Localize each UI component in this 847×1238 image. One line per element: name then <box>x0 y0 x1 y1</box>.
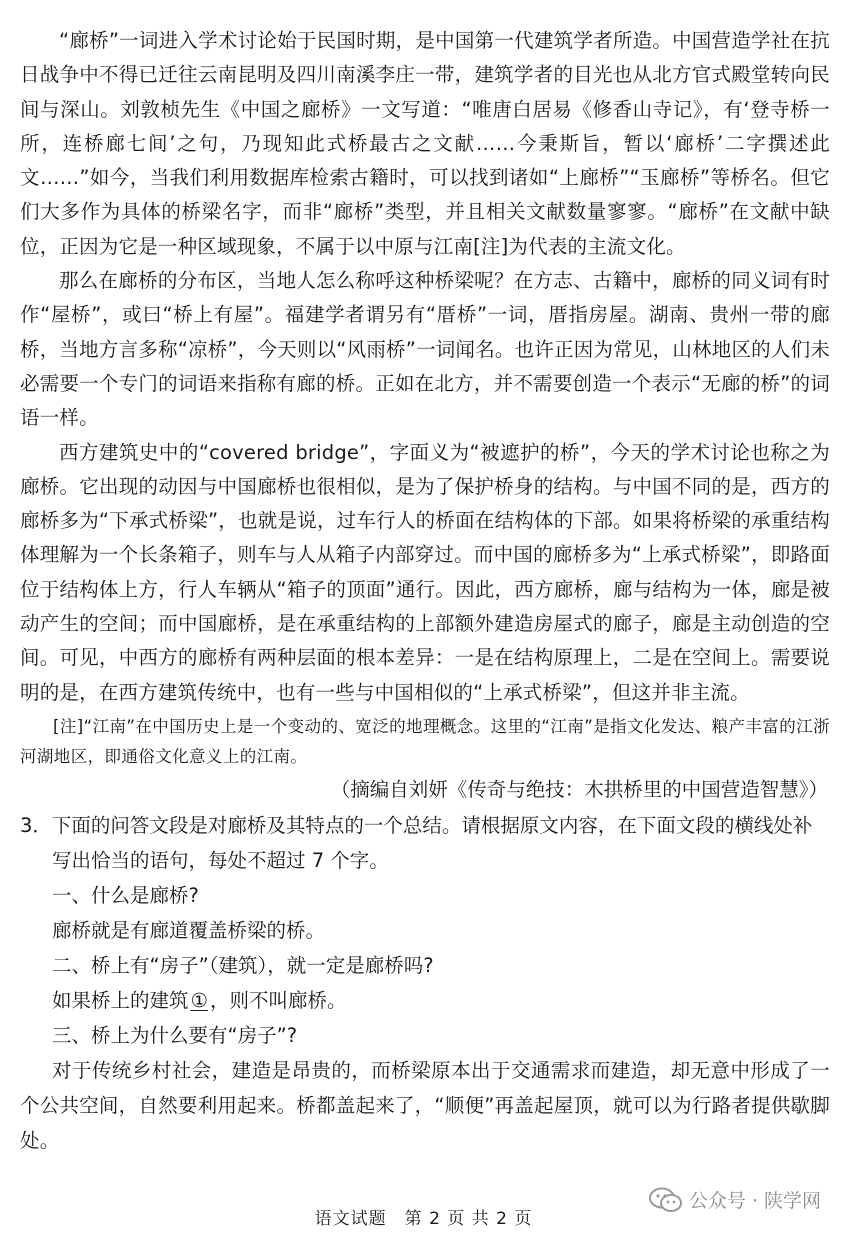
passage-paragraph-2: 那么在廊桥的分布区，当地人怎么称呼这种桥梁呢？在方志、古籍中，廊桥的同义词有时作“屋桥”，或曰“桥上有屋”。福建学者谓另有“厝桥”一词，厝指房屋。湖南、贵州一带的廊桥，当地方言多称“凉桥”，今天则以“风雨桥”一词闻名。也许正因为常见，山林地区的人们未必需要一个专门的词语来指称有廊的桥。正如在北方，并不需要创造一个表示“无廊的桥”的词语一样。 <box>20 269 830 430</box>
answer-item-2 <box>20 983 830 1018</box>
answer-2-after: ，则不叫廊桥。 <box>210 988 347 1012</box>
passage-source: （摘编自刘妍《传奇与绝技：木拱桥里的中国营造智慧》） <box>330 777 828 801</box>
question-stem: 3．下面的问答文段是对廊桥及其特点的一个总结。请根据原文内容，在下面文段的横线处补写出恰当的语句，每处不超过 7 个字。 <box>20 813 813 872</box>
answer-2-before: 如果桥上的建筑 <box>52 988 189 1012</box>
answer-blank-1[interactable]: ① <box>190 988 208 1012</box>
watermark-text: 公众号 · 陕学网 <box>688 1190 821 1212</box>
passage-paragraph-3: 西方建筑史中的“covered bridge”，字面义为“被遮护的桥”，今天的学术讨论也称之为廊桥。它出现的动因与中国廊桥也很相似，是为了保护桥身的结构。与中国不同的是，西方的廊桥多为“下承式桥梁”，也就是说，过车行人的桥面在结构体的下部。如果将桥梁的承重结构体理解为一个长条箱子，则车与人从箱子内部穿过。而中国的廊桥多为“上承式桥梁”，即路面位于结构体上方，行人车辆从“箱子的顶面”通行。因此，西方廊桥，廊与结构为一体，廊是被动产生的空间；而中国廊桥，是在承重结构的上部额外建造房屋式的廊子，廊是主动创造的空间。可见，中西方的廊桥有两种层面的根本差异：一是在结构原理上，二是在空间上。需要说明的是，在西方建筑传统中，也有一些与中国相似的“上承式桥梁”，但这并非主流。 <box>20 440 830 704</box>
question-item-1: 一、什么是廊桥? <box>52 883 199 907</box>
answer-item-3: 对于传统乡村社会，建造是昂贵的，而桥梁原本出于交通需求而建造，却无意中形成了一个公共空间，自然要利用起来。桥都盖起来了，“顺便”再盖起屋顶，就可以为行路者提供歇脚处。 <box>20 1058 830 1152</box>
answer-item-1: 廊桥就是有廊道覆盖桥梁的桥。 <box>52 918 326 942</box>
page-footer: 语文试题 第 2 页 共 2 页 <box>314 1209 533 1229</box>
exam-page <box>20 24 830 1158</box>
passage-note: [注]“江南”在中国历史上是一个变动的、宽泛的地理概念。这里的“江南”是指文化发达、粮产丰富的江浙河湖地区，即通俗文化意义上的江南。 <box>20 716 830 766</box>
question-item-3: 三、桥上为什么要有“房子”? <box>52 1023 298 1047</box>
question-item-2: 二、桥上有“房子”（建筑），就一定是廊桥吗? <box>52 953 434 977</box>
passage-paragraph-1: “廊桥”一词进入学术讨论始于民国时期，是中国第一代建筑学者所造。中国营造学社在抗日战争中不得已迁往云南昆明及四川南溪李庄一带，建筑学者的目光也从北方官式殿堂转向民间与深山。刘敦桢先生《中国之廊桥》一文写道：“唯唐白居易《修香山寺记》，有‘登寺桥一所，连桥廊七间’之句，乃现知此式桥最古之文献……今秉斯旨，暂以‘廊桥’二字撰述此文……”如今，当我们利用数据库检索古籍时，可以找到诸如“上廊桥”“玉廊桥”等桥名。但它们大多作为具体的桥梁名字，而非“廊桥”类型，并且相关文献数量寥寥。“廊桥”在文献中缺位，正因为它是一种区域现象，不属于以中原与江南[注]为代表的主流文化。 <box>20 29 830 258</box>
